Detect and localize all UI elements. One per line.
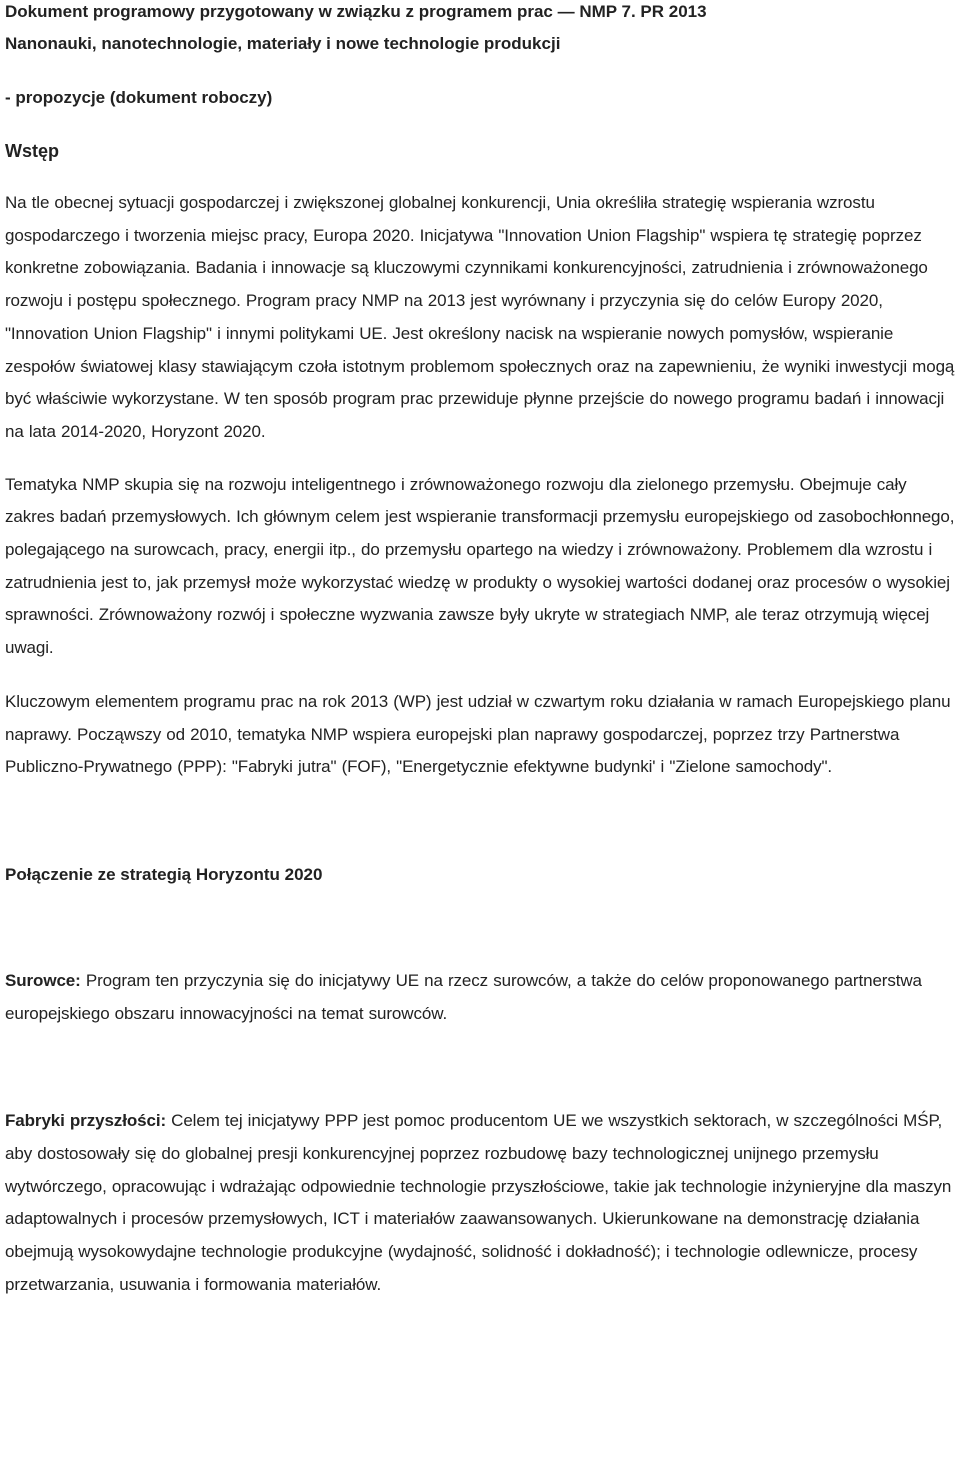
factories-lead: Fabryki przyszłości: xyxy=(5,1111,167,1131)
document-title-line-2: Nanonauki, nanotechnologie, materiały i nowe technologie produkcji xyxy=(5,34,561,53)
horizon-section-heading: Połączenie ze strategią Horyzontu 2020 xyxy=(5,864,323,884)
intro-heading: Wstęp xyxy=(5,141,59,161)
intro-paragraph: Na tle obecnej sytuacji gospodarczej i zwiększonej globalnej konkurencji, Unia określiła strategię wspierania wzrostu gospodarczego i tworzenia miejsc pracy, Europa 2020. Inicjatywa "Innovation Union Flagship" wspiera tę strategię poprzez konkretne zobowiązania. Badania i innowacje są kluczowymi czynnikami konkurencyjności, zatrudnienia i zrównoważonego rozwoju i postępu społecznego. Program pracy NMP na 2013 jest wyrównany i przyczynia się do celów Europy 2020, "Innovation Union Flagship" i innymi politykami UE. Jest określony nacisk na wspieranie nowych pomysłów, wspieranie zespołów światowej klasy stawiającym czoła istotnym problemom społecznych oraz na zapewnieniu, że wyniki inwestycji mogą być właściwie wykorzystane. W ten sposób program prac przewiduje płynne przejście do nowego programu badań i innowacji na lata 2014-2020, Horyzont 2020. xyxy=(5,193,955,441)
nmp-paragraph: Tematyka NMP skupia się na rozwoju inteligentnego i zrównoważonego rozwoju dla zielonego przemysłu. Obejmuje cały zakres badań przemysłowych. Ich głównym celem jest wspieranie transformacji przemysłu europejskiego od zasobochłonnego, polegającego na surowcach, pracy, energii itp., do przemysłu opartego na wiedzy i zrównoważony. Problemem dla wzrostu i zatrudnienia jest to, jak przemysł może wykorzystać wiedzę w produkty o wysokiej wartości dodanej oraz procesów o wysokiej sprawności. Zrównoważony rozwój i społeczne wyzwania zawsze były ukryte w strategiach NMP, ale teraz otrzymują więcej uwagi. xyxy=(5,474,955,658)
raw-materials-text: Program ten przyczynia się do inicjatywy UE na rzecz surowców, a także do celów proponowanego partnerstwa europejskiego obszaru innowacyjności na temat surowców. xyxy=(5,970,922,1023)
raw-materials-lead: Surowce: xyxy=(5,970,81,990)
factories-text: Celem tej inicjatywy PPP jest pomoc producentom UE we wszystkich sektorach, w szczególności MŚP, aby dostosowały się do globalnej presji konkurencyjnej poprzez rozbudowę bazy technologicznej unijnego przemysłu wytwórczego, opracowując i wdrażając odpowiednie technologie przyszłościowe, takie jak technologie inżynieryjne dla maszyn adaptowalnych i procesów przemysłowych, ICT i materiałów zaawansowanych. Ukierunkowane na demonstrację działania obejmują wysokowydajne technologie produkcyjne (wydajność, solidność i dokładność); i technologie odlewnicze, procesy przetwarzania, usuwania i formowania materiałów. xyxy=(5,1111,952,1294)
work-programme-paragraph: Kluczowym elementem programu prac na rok 2013 (WP) jest udział w czwartym roku działania w ramach Europejskiego planu naprawy. Począwszy od 2010, tematyka NMP wspiera europejski plan naprawy gospodarczej, poprzez trzy Partnerstwa Publiczno-Prywatnego (PPP): "Fabryki jutra" (FOF), "Energetycznie efektywne budynki' i "Zielone samochody". xyxy=(5,691,951,777)
document-title-line-1: Dokument programowy przygotowany w związku z programem prac — NMP 7. PR 2013 xyxy=(5,2,707,21)
document-page xyxy=(5,0,960,1302)
document-subtitle: - propozycje (dokument roboczy) xyxy=(5,88,273,107)
raw-materials-paragraph xyxy=(5,965,960,1030)
factories-paragraph xyxy=(5,1105,960,1301)
